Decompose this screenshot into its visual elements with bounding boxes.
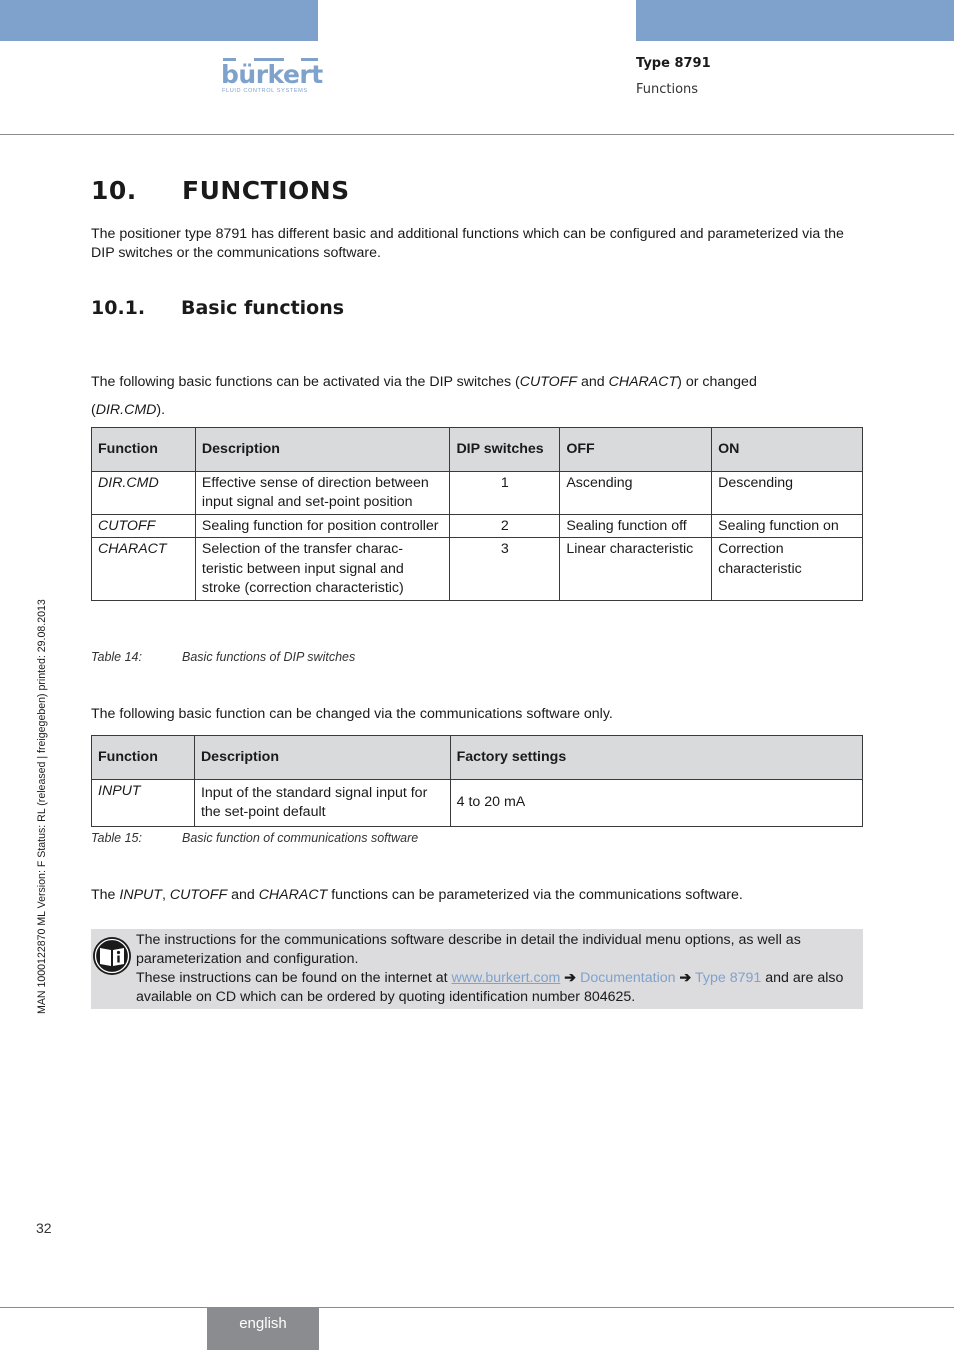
caption-text: Basic functions of DIP switches xyxy=(182,650,356,664)
dip-switch-cell: 3 xyxy=(450,538,560,601)
arrow-right-icon: ➔ xyxy=(679,970,692,986)
caption-label: Table 14: xyxy=(91,650,142,664)
column-header: Factory settings xyxy=(450,736,862,780)
term-charact: CHARACT xyxy=(608,374,678,390)
section-title: Basic functions xyxy=(181,297,345,319)
function-cell: CHARACT xyxy=(92,538,196,601)
caption-text: Basic function of communications software xyxy=(182,831,419,845)
text: and xyxy=(227,887,259,903)
description-cell: Input of the standard signal input for the set-point default xyxy=(194,779,450,826)
on-cell: Descending xyxy=(712,471,863,514)
function-cell: DIR.CMD xyxy=(92,471,196,514)
intro-paragraph: The positioner type 8791 has different basic and additional functions which can be configured and parameterized via the DIP switches or the communications software. xyxy=(91,226,844,261)
chapter-heading xyxy=(91,176,350,205)
burkert-logo xyxy=(221,57,323,97)
note-line: The instructions for the communications software describe in detail the individual menu options, as well as parameterization and configuration. xyxy=(136,932,801,967)
table-row xyxy=(92,514,863,538)
description-cell: Selection of the transfer charac-teristic between input signal and stroke (correction characteristic) xyxy=(195,538,450,601)
language-tab: english xyxy=(207,1308,319,1350)
arrow-right-icon: ➔ xyxy=(564,970,577,986)
footer-rule xyxy=(0,1307,954,1308)
function-cell: INPUT xyxy=(92,779,195,826)
text: ( xyxy=(91,402,96,418)
text: The xyxy=(91,887,120,903)
column-header: Description xyxy=(195,428,450,472)
paragraph-parameterization xyxy=(91,886,866,905)
term-charact: CHARACT xyxy=(258,887,328,903)
column-header: OFF xyxy=(560,428,712,472)
table-row xyxy=(92,779,863,826)
term-input: INPUT xyxy=(119,887,162,903)
off-cell: Linear characteristic xyxy=(560,538,712,601)
text: functions can be parameterized via the communications software. xyxy=(327,887,743,903)
column-header: ON xyxy=(712,428,863,472)
column-header: Function xyxy=(92,428,196,472)
logo-tagline: FLUID CONTROL SYSTEMS xyxy=(222,88,308,94)
table-header-row xyxy=(92,736,863,780)
text: The following basic functions can be activated via the DIP switches ( xyxy=(91,374,520,390)
text: , xyxy=(161,887,170,903)
section-number: 10.1. xyxy=(91,297,146,319)
paragraph-dip-intro xyxy=(91,368,866,424)
description-cell: Effective sense of direction between input signal and set-point position xyxy=(195,471,450,514)
doc-type: Type 8791 xyxy=(636,56,711,71)
manual-info-icon xyxy=(92,936,132,976)
paragraph-software-only: The following basic function can be changed via the communications software only. xyxy=(91,706,613,722)
note-line: These instructions can be found on the internet at xyxy=(136,970,452,986)
page-number: 32 xyxy=(36,1220,52,1236)
text: and xyxy=(577,374,609,390)
column-header: Description xyxy=(194,736,450,780)
table-dip-functions xyxy=(91,427,863,601)
off-cell: Sealing function off xyxy=(560,514,712,538)
info-note-box xyxy=(91,929,863,1009)
note-text xyxy=(136,931,861,1007)
table-software-functions xyxy=(91,735,863,827)
table-14-caption xyxy=(91,650,355,664)
text: ). xyxy=(156,402,166,418)
term-cutoff: CUTOFF xyxy=(519,374,578,390)
chapter-title: FUNCTIONS xyxy=(182,176,350,205)
logo-name: bürkert xyxy=(221,60,323,89)
top-bar-left xyxy=(0,0,318,41)
table-header-row xyxy=(92,428,863,472)
table-15-caption xyxy=(91,831,418,845)
term-cutoff: CUTOFF xyxy=(169,887,228,903)
caption-label: Table 15: xyxy=(91,831,142,845)
documentation-link[interactable]: Documentation xyxy=(580,970,676,986)
description-cell: Sealing function for position controller xyxy=(195,514,450,538)
function-cell: CUTOFF xyxy=(92,514,196,538)
on-cell: Sealing function on xyxy=(712,514,863,538)
text: ) or changed xyxy=(677,374,757,390)
type-8791-link[interactable]: Type 8791 xyxy=(695,970,762,986)
table-row xyxy=(92,538,863,601)
header-rule xyxy=(0,134,954,135)
dip-switch-cell: 2 xyxy=(450,514,560,538)
doc-section: Functions xyxy=(636,82,699,97)
on-cell: Correction characteristic xyxy=(712,538,863,601)
chapter-number: 10. xyxy=(91,176,137,205)
note-line: and are also available on CD which can be ordered by quoting identification number 804625. xyxy=(136,970,844,1005)
column-header: Function xyxy=(92,736,195,780)
document-meta-vertical: MAN 1000122870 ML Version: F Status: RL (released | freigegeben) printed: 29.08.2013 xyxy=(36,599,48,1014)
column-header: DIP switches xyxy=(450,428,560,472)
factory-setting-cell: 4 to 20 mA xyxy=(450,779,862,826)
burkert-website-link[interactable]: www.burkert.com xyxy=(451,970,561,986)
section-heading xyxy=(91,297,344,319)
dip-switch-cell: 1 xyxy=(450,471,560,514)
top-bar-right xyxy=(636,0,954,41)
term-dircmd: DIR.CMD xyxy=(95,402,157,418)
off-cell: Ascending xyxy=(560,471,712,514)
table-row xyxy=(92,471,863,514)
